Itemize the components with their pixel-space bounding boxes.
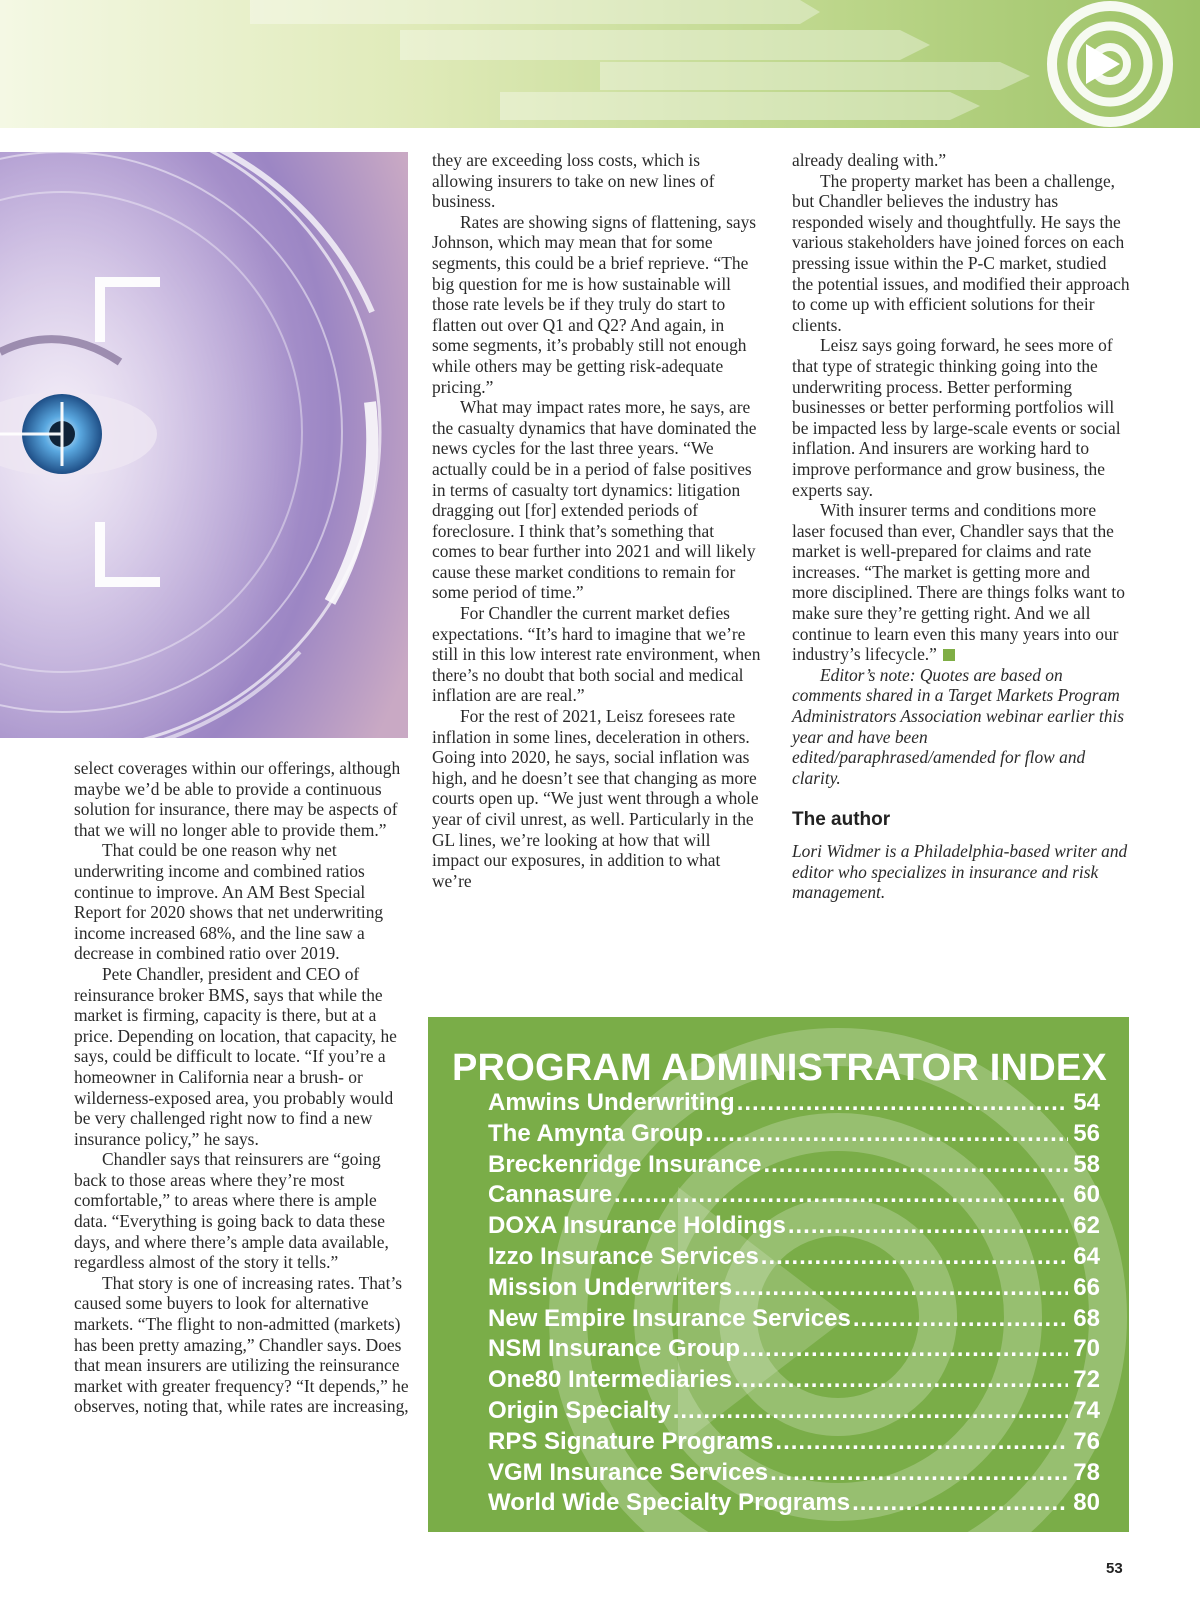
paragraph: The property market has been a challenge, but Chandler believes the industry has responded wisely and thoughtfully. He says the various stakeholders have joined forces on each pressing issue within the P-C market, studied the potential issues, and modified their approach to come up with efficient solutions for their clients. (792, 170, 1130, 335)
paragraph-text: With insurer terms and conditions more laser focused than ever, Chandler says that the market is well-prepared for claims and rate increases. “The market is getting more and more disciplined. There are things folks want to make sure they’re getting right. And we all continue to learn even this many years into our industry’s lifecycle.” (792, 500, 1125, 665)
index-entry (488, 1459, 1100, 1490)
index-entry-name: NSM Insurance Group (488, 1335, 741, 1363)
index-entry-name: RPS Signature Programs (488, 1427, 774, 1455)
index-entry (488, 1274, 1100, 1305)
index-entry-page: 64 (1073, 1242, 1100, 1270)
paragraph: For Chandler the current market defies expectations. “It’s hard to imagine that we’re still in this low interest rate environment, when there’s no doubt that both social and medical inflation are are real.” (432, 603, 761, 706)
index-entry-page: 60 (1073, 1181, 1100, 1209)
dot-leader (761, 1243, 1068, 1271)
index-entry-page: 74 (1073, 1396, 1100, 1424)
index-entry-name: New Empire Insurance Services (488, 1304, 851, 1332)
column-2 (432, 150, 762, 891)
header-banner (0, 0, 1200, 128)
dot-leader (852, 1489, 1068, 1517)
index-entry (488, 1120, 1100, 1151)
index-entry-page: 56 (1073, 1119, 1100, 1147)
index-entry-name: The Amynta Group (488, 1119, 704, 1147)
dot-leader (788, 1212, 1068, 1240)
index-entry (488, 1212, 1100, 1243)
dot-leader (705, 1120, 1068, 1148)
dot-leader (734, 1366, 1068, 1394)
index-entry (488, 1089, 1100, 1120)
index-entry (488, 1489, 1100, 1520)
index-entry-page: 80 (1073, 1489, 1100, 1517)
index-entry-page: 66 (1073, 1273, 1100, 1301)
index-entry-page: 78 (1073, 1458, 1100, 1486)
paragraph: Chandler says that reinsurers are “going back to those areas where they’re most comfortable,” to areas where there is ample data. “Everything is going back to data these days, and where there’s ample data available, regardless almost of the story it tells.” (74, 1149, 389, 1273)
index-entry-page: 58 (1073, 1150, 1100, 1178)
paragraph: Rates are showing signs of flattening, says Johnson, which may mean that for some segments, this could be a brief reprieve. “The big question for me is how sustainable will those rate levels be if they truly do start to flatten out over Q1 and Q2? And again, in some segments, it’s probably still not enough while others may be getting risk-adequate pricing.” (432, 211, 757, 397)
dot-leader (853, 1305, 1068, 1333)
paragraph: already dealing with.” (792, 150, 947, 170)
author-heading: The author (792, 809, 891, 831)
editor-note: Editor’s note: Quotes are based on comments shared in a Target Markets Program Administrators Association webinar earlier this year and have been edited/paraphrased/amended for flow and clarity. (792, 664, 1125, 788)
index-entry (488, 1151, 1100, 1182)
program-administrator-index (428, 1017, 1129, 1532)
dot-leader (742, 1335, 1068, 1363)
eye-scan-image (0, 152, 408, 738)
index-entry-name: Mission Underwriters (488, 1273, 733, 1301)
page-number: 53 (1106, 1560, 1123, 1577)
dot-leader (763, 1151, 1068, 1179)
index-entry-name: DOXA Insurance Holdings (488, 1212, 786, 1240)
index-entry-name: Breckenridge Insurance (488, 1150, 762, 1178)
index-entry (488, 1366, 1100, 1397)
paragraph: they are exceeding loss costs, which is allowing insurers to take on new lines of business. (432, 150, 715, 212)
paragraph: That story is one of increasing rates. That’s caused some buyers to look for alternative markets. “The flight to non-admitted (markets) has been pretty amazing,” Chandler says. Does that mean insurers are utilizing the reinsurance market with greater frequency? “It depends,” he observes, noting that, while rates are increasing, (74, 1272, 409, 1417)
dot-leader (770, 1459, 1068, 1487)
index-entry-page: 68 (1073, 1304, 1100, 1332)
index-entry-name: VGM Insurance Services (488, 1458, 769, 1486)
paragraph: What may impact rates more, he says, are the casualty dynamics that have dominated the news cycles for the last three years. “We actually could be in a period of false positives in terms of casualty tort dynamics: litigation dragging out [for] extended periods of foreclosure. I think that’s something that comes to bear further into 2021 and will likely cause these market conditions to remain for some period of time.” (432, 397, 757, 603)
banner-graphic (0, 0, 1200, 128)
paragraph: That could be one reason why net underwriting income and combined ratios continue to improve. An AM Best Special Report for 2020 shows that net underwriting income increased 68%, and the line saw a decrease in combined ratio over 2019. (74, 840, 384, 964)
index-entry-page: 76 (1073, 1427, 1100, 1455)
index-entry-name: Origin Specialty (488, 1396, 671, 1424)
paragraph: Pete Chandler, president and CEO of reinsurance broker BMS, says that while the market is firming, capacity is there, but at a price. Depending on location, that capacity, he says, could be difficult to locate. “If you’re a homeowner in California near a brush- or wilderness-exposed area, you probably would be very challenged right now to find a new insurance policy,” he says. (74, 963, 397, 1149)
index-entry-name: Amwins Underwriting (488, 1089, 735, 1116)
index-entry (488, 1181, 1100, 1212)
dot-leader (775, 1428, 1068, 1456)
paragraph (792, 500, 1130, 665)
index-entry-name: World Wide Specialty Programs (488, 1489, 851, 1517)
index-entry (488, 1243, 1100, 1274)
index-entry-page: 54 (1073, 1089, 1100, 1116)
dot-leader (737, 1089, 1068, 1117)
index-entry-name: Cannasure (488, 1181, 613, 1209)
index-entry-page: 62 (1073, 1212, 1100, 1240)
index-entry-page: 70 (1073, 1335, 1100, 1363)
paragraph: select coverages within our offerings, although maybe we’d be able to provide a continuous solution for insurance, there may be aspects of that we will no longer able to provide them.” (74, 758, 401, 840)
paragraph: For the rest of 2021, Leisz foresees rate inflation in some lines, deceleration in others. Going into 2020, he says, social inflation was high, and he doesn’t see that changing as more courts open up. “We just went through a whole year of civil unrest, as well. Particularly in the GL lines, we’re looking at how that will impact our exposures, in addition to what we’re (432, 706, 759, 891)
index-list (488, 1089, 1100, 1520)
index-entry-page: 72 (1073, 1366, 1100, 1394)
end-mark-icon (943, 649, 955, 661)
index-entry (488, 1397, 1100, 1428)
index-entry-name: One80 Intermediaries (488, 1366, 733, 1394)
index-entry (488, 1335, 1100, 1366)
paragraph: Leisz says going forward, he sees more of that type of strategic thinking going into the underwriting process. Better performing businesses or better performing portfolios will be impacted less by large-scale events or social inflation. And insurers are working hard to improve performance and grow business, the experts say. (792, 335, 1121, 500)
dot-leader (734, 1274, 1068, 1302)
index-entry (488, 1428, 1100, 1459)
column-3 (792, 150, 1130, 903)
dot-leader (614, 1181, 1068, 1209)
index-title: PROGRAM ADMINISTRATOR INDEX (452, 1047, 1107, 1089)
index-entry-name: Izzo Insurance Services (488, 1242, 759, 1270)
dot-leader (673, 1397, 1068, 1425)
column-1 (74, 758, 410, 1417)
index-entry (488, 1305, 1100, 1336)
author-bio: Lori Widmer is a Philadelphia-based writer and editor who specializes in insurance and risk management. (792, 841, 1128, 903)
